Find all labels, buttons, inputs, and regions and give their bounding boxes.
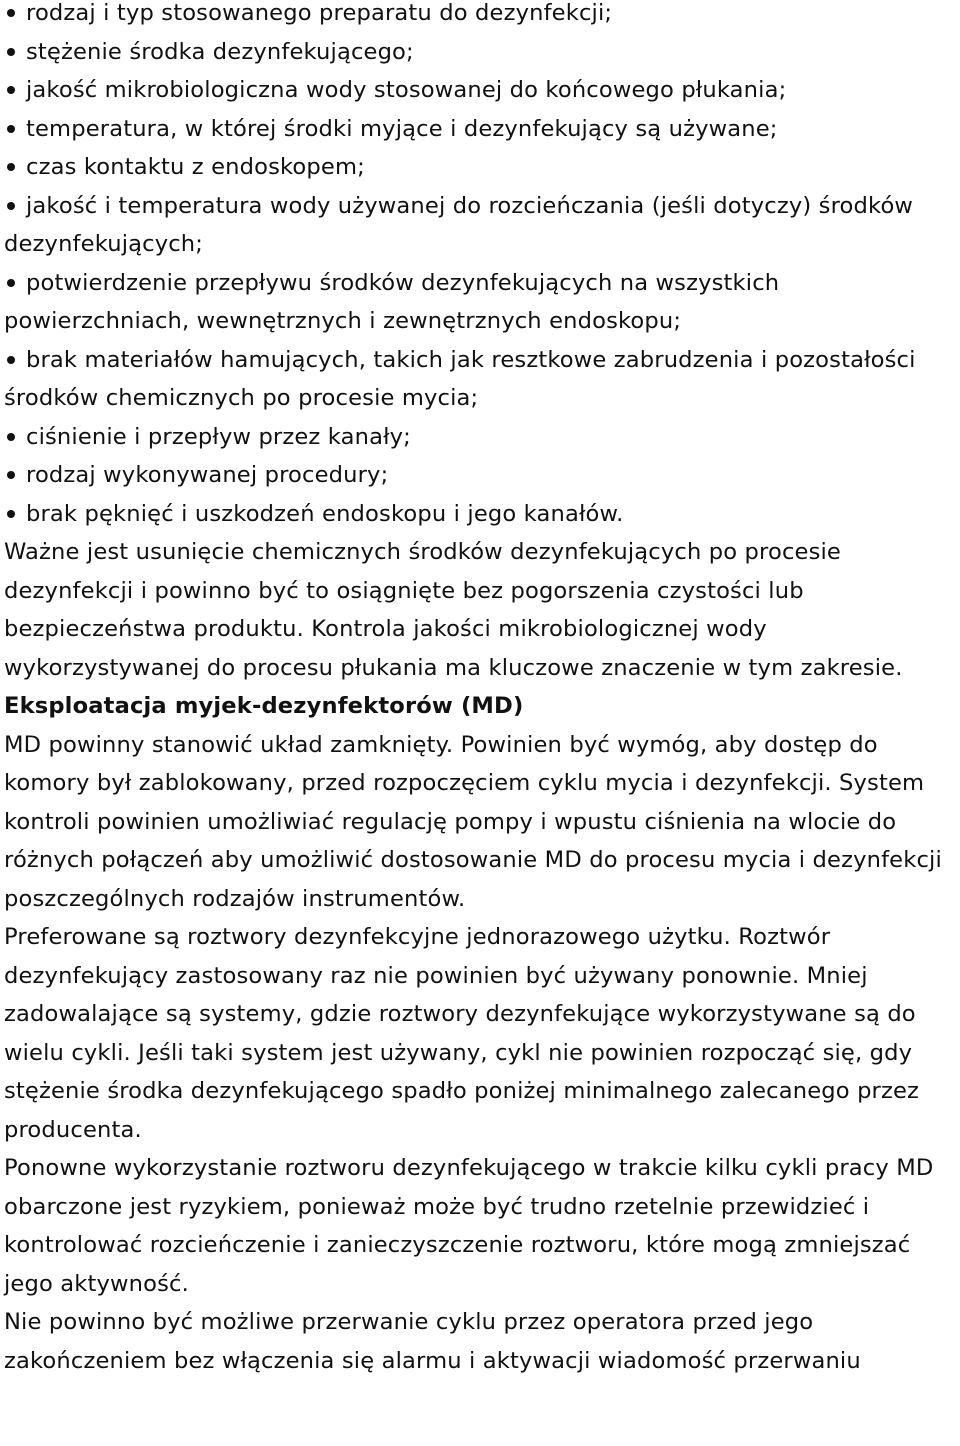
paragraph-single-use-solutions: Preferowane są roztwory dezynfekcyjne jednorazowego użytku. Roztwór dezynfekujący zastosowany raz nie powinien być używany ponownie. Mniej zadowalające są systemy, gdzie roztwory dezynfekujące wykorzystywane są do wielu cykli. Jeśli taki system jest używany, cykl nie powinien rozpocząć się, gdy stężenie środka dezynfekującego spadło poniżej minimalnego zalecanego przez producenta.: [4, 924, 920, 1143]
list-item: potwierdzenie przepływu środków dezynfekujących na wszystkich powierzchniach, wewnętrznych i zewnętrznych endoskopu;: [4, 264, 960, 341]
list-item: brak pęknięć i uszkodzeń endoskopu i jego kanałów.: [4, 495, 960, 534]
requirements-list: [4, 0, 960, 533]
list-item: ciśnienie i przepływ przez kanały;: [4, 418, 960, 457]
list-item: temperatura, w której środki myjące i dezynfekujący są używane;: [4, 110, 960, 149]
list-item: rodzaj i typ stosowanego preparatu do dezynfekcji;: [4, 0, 960, 33]
section-heading: Eksploatacja myjek-dezynfektorów (MD): [4, 693, 524, 719]
list-item: jakość mikrobiologiczna wody stosowanej do końcowego płukania;: [4, 71, 960, 110]
list-item: czas kontaktu z endoskopem;: [4, 148, 960, 187]
paragraph-reuse-risk: Ponowne wykorzystanie roztworu dezynfekującego w trakcie kilku cykli pracy MD obarczone jest ryzykiem, ponieważ może być trudno rzetelnie przewidzieć i kontrolować rozcieńczenie i zanieczyszczenie roztworu, które mogą zmniejszać jego aktywność.: [4, 1155, 934, 1297]
paragraph-closed-system: MD powinny stanowić układ zamknięty. Powinien być wymóg, aby dostęp do komory był zablokowany, przed rozpoczęciem cyklu mycia i dezynfekcji. System kontroli powinien umożliwiać regulację pompy i wpustu ciśnienia na wlocie do różnych połączeń aby umożliwić dostosowanie MD do procesu mycia i dezynfekcji poszczególnych rodzajów instrumentów.: [4, 731, 942, 912]
document-page: [4, 0, 960, 1380]
list-item: brak materiałów hamujących, takich jak resztkowe zabrudzenia i pozostałości środków chemicznych po procesie mycia;: [4, 341, 960, 418]
list-item: stężenie środka dezynfekującego;: [4, 33, 960, 72]
list-item: jakość i temperatura wody używanej do rozcieńczania (jeśli dotyczy) środków dezynfekujących;: [4, 187, 960, 264]
paragraph-cycle-interruption: Nie powinno być możliwe przerwanie cyklu przez operatora przed jego zakończeniem bez włączenia się alarmu i aktywacji wiadomość przerwaniu: [4, 1309, 861, 1374]
list-item: rodzaj wykonywanej procedury;: [4, 456, 960, 495]
paragraph-chemical-removal: Ważne jest usunięcie chemicznych środków dezynfekujących po procesie dezynfekcji i powinno być to osiągnięte bez pogorszenia czystości lub bezpieczeństwa produktu. Kontrola jakości mikrobiologicznej wody wykorzystywanej do procesu płukania ma kluczowe znaczenie w tym zakresie.: [4, 539, 903, 681]
